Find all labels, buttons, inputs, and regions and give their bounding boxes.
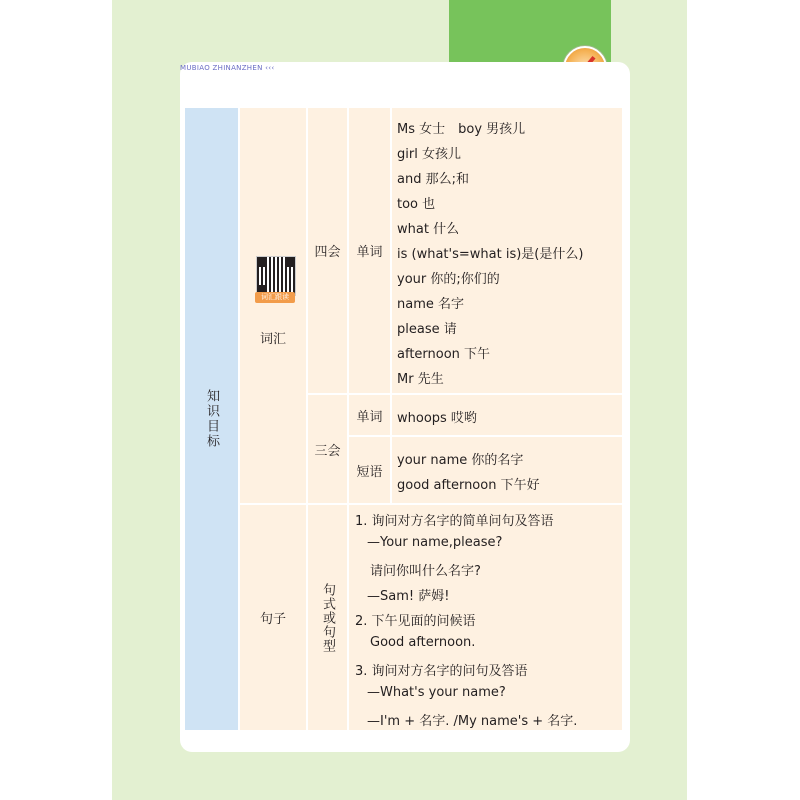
word-item: please 请 bbox=[397, 322, 457, 337]
vocab-label: 词汇 bbox=[260, 332, 287, 347]
category-cell bbox=[185, 108, 238, 730]
word-item: is (what's=what is)是(是什么) bbox=[397, 247, 584, 262]
word-item: name 名字 bbox=[397, 297, 464, 312]
three-level-cell bbox=[308, 395, 347, 503]
word-item: girl 女孩儿 bbox=[397, 147, 461, 162]
card-subtitle: MUBIAO ZHINANZHEN ‹‹‹ bbox=[180, 64, 275, 72]
phrase-item: your name 你的名字 bbox=[397, 453, 524, 468]
three-level-label: 三会 bbox=[314, 443, 341, 459]
vocab-cell bbox=[240, 108, 306, 503]
four-type-cell bbox=[349, 108, 390, 393]
sentence-item: —Sam! 萨姆! bbox=[367, 589, 450, 604]
four-type-label: 单词 bbox=[356, 245, 383, 260]
sentence-item: 1. 询问对方名字的简单问句及答语 bbox=[355, 514, 554, 529]
phrase-item: good afternoon 下午好 bbox=[397, 478, 540, 493]
sentence-type-label: 句式或句型 bbox=[320, 582, 335, 653]
sentence-type-cell bbox=[308, 505, 347, 730]
four-level-cell bbox=[308, 108, 347, 393]
phrases-cell bbox=[392, 437, 622, 503]
word-item: whoops 哎哟 bbox=[397, 411, 477, 426]
category-label: 知识目标 bbox=[204, 389, 219, 449]
word-item: your 你的;你们的 bbox=[397, 272, 500, 287]
sentence-item: —What's your name? bbox=[367, 685, 506, 700]
sentence-item: —Your name,please? bbox=[367, 535, 503, 550]
sentence-item: 请问你叫什么名字? bbox=[370, 564, 481, 579]
three-word-type-label: 单词 bbox=[356, 409, 383, 425]
word-item: Ms 女士 boy 男孩儿 bbox=[397, 122, 526, 137]
word-item: afternoon 下午 bbox=[397, 347, 491, 362]
phrase-type-label: 短语 bbox=[356, 464, 383, 480]
four-level-label: 四会 bbox=[314, 245, 341, 260]
qr-code-icon bbox=[256, 256, 296, 296]
sentence-item: 2. 下午见面的问候语 bbox=[355, 614, 476, 629]
sentence-cell bbox=[240, 505, 306, 730]
word-item: too 也 bbox=[397, 197, 436, 212]
word-item: and 那么;和 bbox=[397, 172, 469, 187]
phrase-type-cell bbox=[349, 437, 390, 503]
word-item: Mr 先生 bbox=[397, 372, 444, 387]
sentence-item: —I'm + 名字. /My name's + 名字. bbox=[367, 714, 578, 729]
three-word-type-cell bbox=[349, 395, 390, 435]
sentence-label: 句子 bbox=[259, 612, 286, 627]
word-item: what 什么 bbox=[397, 222, 460, 237]
sentence-item: 3. 询问对方名字的问句及答语 bbox=[355, 664, 528, 679]
sentence-item: Good afternoon. bbox=[370, 635, 476, 650]
qr-label: 词汇跟读 bbox=[255, 292, 295, 303]
